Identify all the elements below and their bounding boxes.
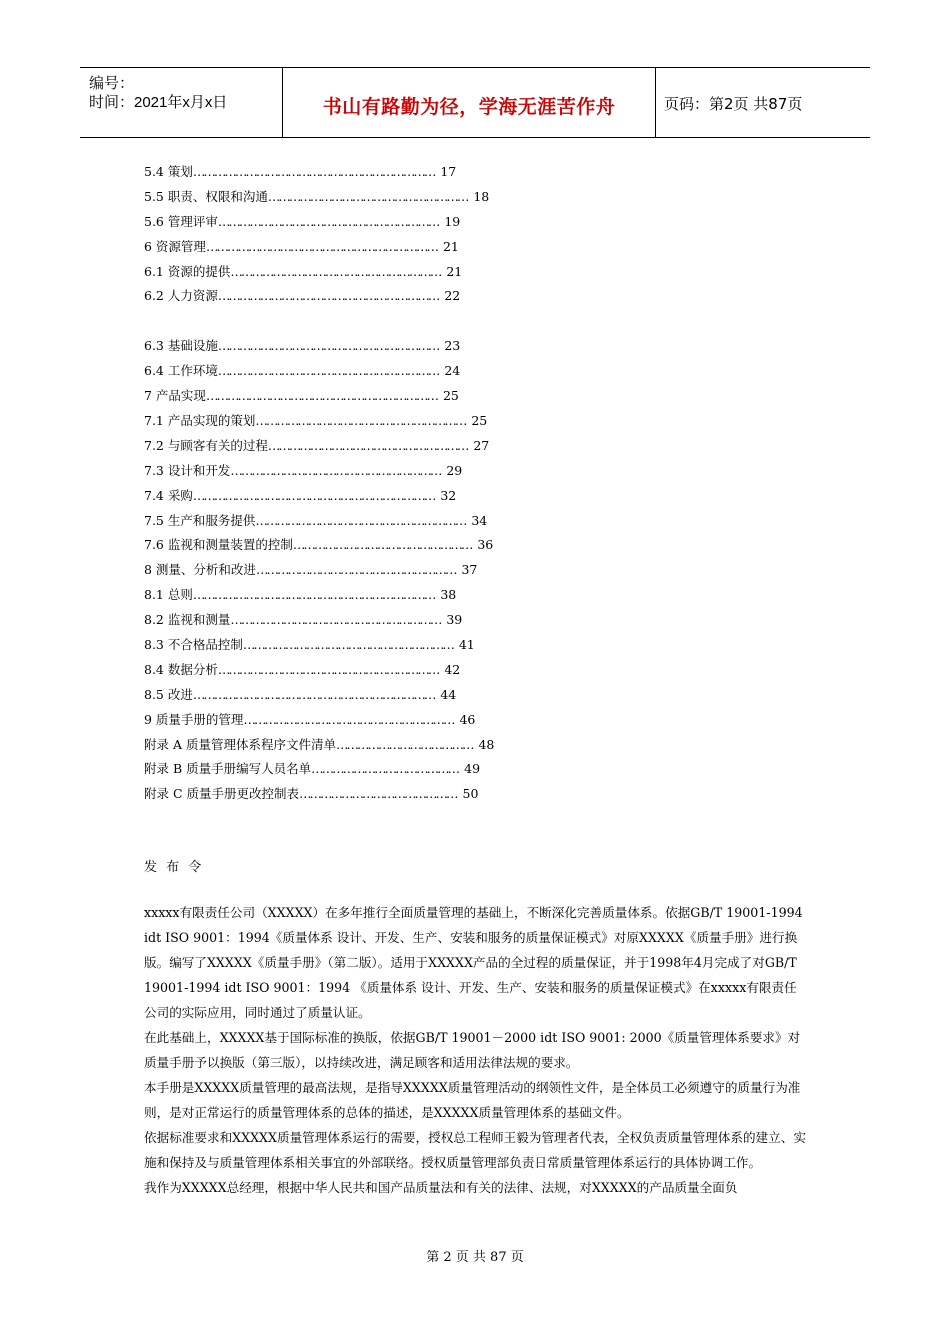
toc-entry-label: 7.2 与顾客有关的过程 xyxy=(144,437,268,453)
toc-entry-label: 8.3 不合格品控制 xyxy=(144,637,243,653)
toc-entry[interactable] xyxy=(144,185,564,210)
toc-entry-label: 附录 B 质量手册编写人员名单 xyxy=(144,761,312,777)
toc-entry-leader: …………………………………………………………… xyxy=(192,164,435,179)
paragraph: 依据标准要求和XXXXX质量管理体系运行的需要，授权总工程师王毅为管理者代表，全权负责质量管理体系的建立、实施和保持及与质量管理体系相关事宜的外部联络。授权质量管理部负责日常质量管理体系运行的具体协调工作。 xyxy=(144,1130,806,1170)
toc-entry-leader: …………………………………………………………… xyxy=(192,686,435,702)
toc-entry-leader: …………………………………………………… xyxy=(242,637,453,653)
toc-entry-label: 7.1 产品实现的策划 xyxy=(144,413,256,429)
toc-entry-page: 27 xyxy=(473,437,490,453)
toc-entry-leader: ………………………………………………… xyxy=(255,562,456,578)
toc-entry-leader: …………………………………………………… xyxy=(230,263,441,279)
toc-entry-page: 50 xyxy=(462,786,479,802)
toc-entry[interactable] xyxy=(144,459,564,484)
paragraph: 在此基础上，XXXXX基于国际标准的换版，依据GB/T 19001－2000 idt ISO 9001: 2000《质量管理体系要求》对质量手册予以换版（第三版），以持续改进，满足顾客和适用法律法规的要求。 xyxy=(144,1030,801,1070)
toc-entry-leader: …………………………………………………… xyxy=(255,413,466,429)
toc-entry-label: 6 资源管理 xyxy=(144,238,206,254)
toc-entry-label: 9 质量手册的管理 xyxy=(144,711,244,727)
header-page-cell xyxy=(654,68,870,137)
toc-entry-page: 38 xyxy=(440,587,457,603)
toc-entry[interactable] xyxy=(144,160,564,185)
toc-entry[interactable] xyxy=(144,708,564,733)
toc-entry-page: 44 xyxy=(440,686,457,702)
toc-entry-page: 39 xyxy=(446,612,463,628)
header-page-number: 页码：第2页 共87页 xyxy=(664,95,803,113)
header-meta-cell xyxy=(80,68,282,137)
toc-entry-label: 7.4 采购 xyxy=(144,487,193,503)
toc-entry-page: 23 xyxy=(444,338,461,354)
toc-entry-leader: …………………………………………………………… xyxy=(192,487,435,503)
toc-entry[interactable] xyxy=(144,334,564,359)
toc-entry-page: 17 xyxy=(440,164,457,179)
toc-entry-label: 7.6 监视和测量装置的控制 xyxy=(144,537,293,553)
toc-entry[interactable] xyxy=(144,359,564,384)
toc-entry[interactable] xyxy=(144,434,564,459)
toc-entry[interactable] xyxy=(144,484,564,509)
section-title: 发 布 令 xyxy=(144,860,202,875)
toc-entry-label: 7 产品实现 xyxy=(144,388,206,404)
toc-entry-label: 7.3 设计和开发 xyxy=(144,462,231,478)
toc-entry-leader: ……………………………………… xyxy=(299,786,457,802)
toc-entry-page: 46 xyxy=(459,711,476,727)
toc-entry-leader: ………………………………… xyxy=(335,736,473,752)
toc-entry-leader: ……………………………………………………… xyxy=(217,363,439,379)
body-text xyxy=(144,900,809,1200)
toc-entry-page: 25 xyxy=(442,388,459,404)
toc-entry-page: 42 xyxy=(444,661,461,677)
toc-entry-leader: ……………………………………………………… xyxy=(217,288,439,304)
toc-entry[interactable] xyxy=(144,409,564,434)
toc-entry-leader: ………………………………………………………… xyxy=(205,388,437,404)
doc-number-label: 编号： xyxy=(89,75,135,92)
toc-entry[interactable] xyxy=(144,260,564,285)
date-label: 时间：2021年x月x日 xyxy=(89,94,228,111)
toc-entry[interactable] xyxy=(144,733,564,758)
toc-entry-leader: ……………………………………………………… xyxy=(217,213,439,229)
toc-entry[interactable] xyxy=(144,782,564,807)
toc-entry-page: 21 xyxy=(442,238,459,254)
toc-entry[interactable] xyxy=(144,608,564,633)
toc-gap xyxy=(144,309,564,334)
toc-entry-page: 29 xyxy=(446,462,463,478)
toc-entry-leader: ………………………………………………………… xyxy=(205,238,437,254)
toc-entry-label: 附录 C 质量手册更改控制表 xyxy=(144,786,300,802)
toc-entry-leader: ……………………………………………………… xyxy=(217,338,439,354)
toc-entry-label: 6.4 工作环境 xyxy=(144,363,218,379)
toc-entry[interactable] xyxy=(144,533,564,558)
toc-entry[interactable] xyxy=(144,658,564,683)
toc-entry-leader: …………………………………………………………… xyxy=(192,587,435,603)
toc-entry-page: 48 xyxy=(478,736,495,752)
toc-entry-label: 7.5 生产和服务提供 xyxy=(144,512,256,528)
toc-entry-leader: ……………………………………………………… xyxy=(217,661,439,677)
toc-entry[interactable] xyxy=(144,509,564,534)
toc-entry[interactable] xyxy=(144,384,564,409)
toc-entry[interactable] xyxy=(144,583,564,608)
table-of-contents xyxy=(144,160,564,807)
toc-entry-page: 18 xyxy=(473,188,490,204)
toc-entry-label: 6.3 基础设施 xyxy=(144,338,218,354)
toc-entry-leader: …………………………………………………… xyxy=(255,512,466,528)
paragraph: 本手册是XXXXX质量管理的最高法规，是指导XXXXX质量管理活动的纲领性文件，是全体员工必须遵守的质量行为准则，是对正常运行的质量管理体系的总体的描述，是XXXXX质量管理体系的基础文件。 xyxy=(144,1080,801,1120)
toc-entry-label: 8 测量、分析和改进 xyxy=(144,562,256,578)
paragraph: 我作为XXXXX总经理，根据中华人民共和国产品质量法和有关的法律、法规，对XXXXX的产品质量全面负 xyxy=(144,1180,738,1195)
toc-entry-label: 8.5 改进 xyxy=(144,686,193,702)
toc-entry[interactable] xyxy=(144,757,564,782)
toc-entry-label: 附录 A 质量管理体系程序文件清单 xyxy=(144,736,336,752)
toc-entry-leader: …………………………………………………… xyxy=(230,612,441,628)
toc-entry[interactable] xyxy=(144,210,564,235)
toc-entry-page: 32 xyxy=(440,487,457,503)
toc-entry[interactable] xyxy=(144,683,564,708)
toc-entry-leader: …………………………………………………… xyxy=(243,711,454,727)
toc-entry-label: 8.2 监视和测量 xyxy=(144,612,231,628)
toc-entry-leader: ………………………………………………… xyxy=(267,437,468,453)
toc-entry-page: 22 xyxy=(444,288,461,304)
motto: 书山有路勤为径，学海无涯苦作舟 xyxy=(322,96,616,118)
toc-entry-label: 5.6 管理评审 xyxy=(144,213,218,229)
toc-entry-page: 41 xyxy=(458,637,475,653)
toc-entry-label: 8.1 总则 xyxy=(144,587,193,603)
toc-entry-leader: …………………………………………… xyxy=(292,537,472,553)
toc-entry-leader: …………………………………… xyxy=(311,761,459,777)
toc-entry-label: 5.4 策划 xyxy=(144,164,193,179)
toc-entry-page: 25 xyxy=(471,413,488,429)
page-header xyxy=(80,67,870,138)
paragraph: xxxxx有限责任公司（XXXXX）在多年推行全面质量管理的基础上，不断深化完善质量体系。依据GB/T 19001-1994 idt ISO 9001：1994《质量体系 设计、开发、生产、安装和服务的质量保证模式》对原XXXXX《质量手册》进行换版。编写了XXXXX《质量手册》（第二版）。适用于XXXXX产品的全过程的质量保证，并于1998年4月完成了对GB/T 19001-1994 idt ISO 9001：1994 《质量体系 设计、开发、生产、安装和服务的质量保证模式》在xxxxx有限责任公司的实际应用，同时通过了质量认证。 xyxy=(144,905,803,1020)
toc-entry[interactable] xyxy=(144,558,564,583)
toc-entry-label: 6.2 人力资源 xyxy=(144,288,218,304)
toc-entry[interactable] xyxy=(144,235,564,260)
toc-entry[interactable] xyxy=(144,633,564,658)
toc-entry-page: 37 xyxy=(461,562,478,578)
toc-entry[interactable] xyxy=(144,284,564,309)
page-footer: 第 2 页 共 87 页 xyxy=(426,1250,524,1265)
toc-entry-page: 24 xyxy=(444,363,461,379)
toc-entry-leader: …………………………………………………… xyxy=(230,462,441,478)
header-motto-cell xyxy=(282,68,656,137)
toc-entry-label: 5.5 职责、权限和沟通 xyxy=(144,188,268,204)
toc-entry-page: 36 xyxy=(477,537,494,553)
toc-entry-label: 6.1 资源的提供 xyxy=(144,263,231,279)
toc-entry-page: 19 xyxy=(444,213,461,229)
toc-entry-page: 21 xyxy=(446,263,463,279)
toc-entry-page: 34 xyxy=(471,512,488,528)
toc-entry-leader: ………………………………………………… xyxy=(267,188,468,204)
toc-entry-label: 8.4 数据分析 xyxy=(144,661,218,677)
toc-entry-page: 49 xyxy=(464,761,481,777)
